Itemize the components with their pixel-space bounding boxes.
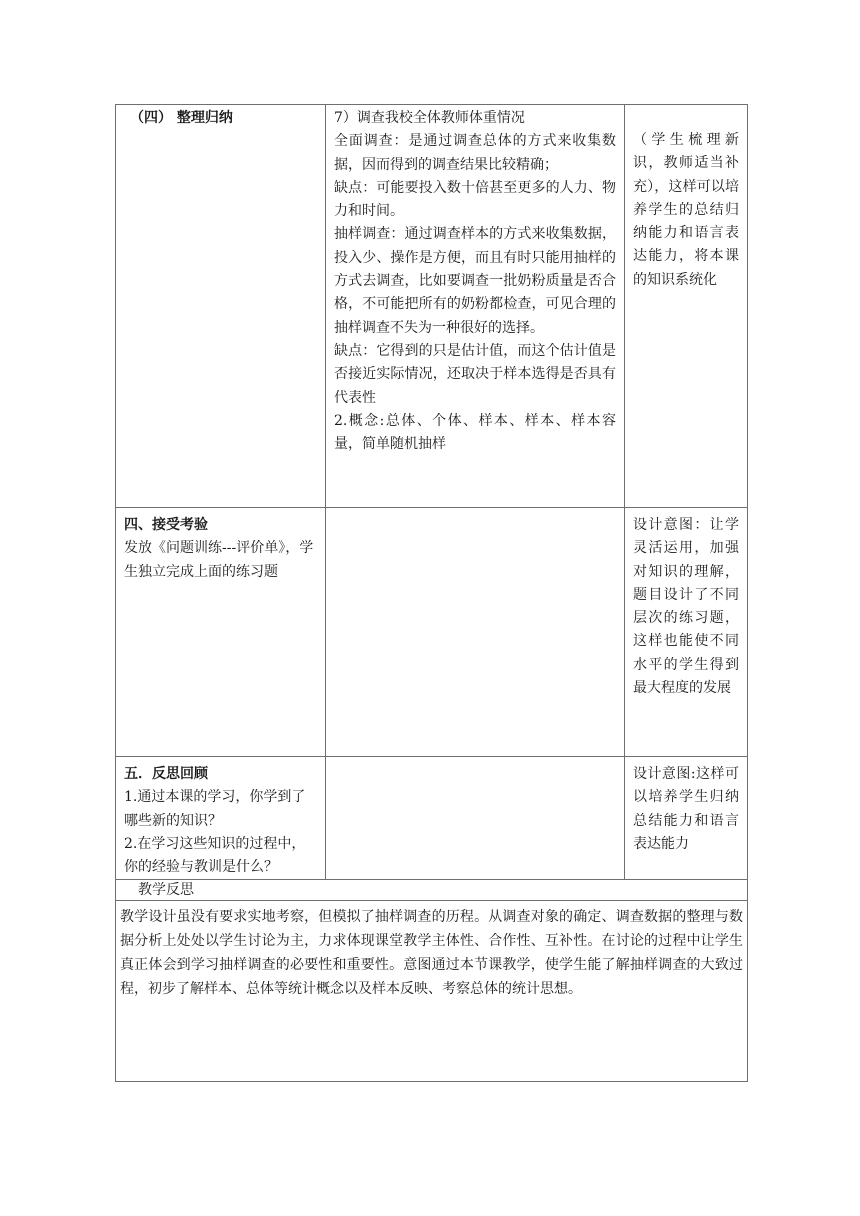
content-line: 缺点：它得到的只是估计值，而这个估计值是否接近实际情况，还取决于样本选得是否具有代表性: [334, 342, 616, 406]
table-row: [116, 105, 748, 508]
section-cell: [116, 757, 325, 879]
content-line: 抽样调查：通过调查样本的方式来收集数据，投入少、操作是方便，而且有时只能用抽样的方式去调查，比如要调查一批奶粉质量是否合格，不可能把所有的奶粉都检查，可见合理的抽样调查不失为一种很好的选择。: [334, 226, 616, 336]
intent-text: （学生梳理新识，教师适当补充），这样可以培养学生的总结归纳能力和语言表达能力，将本课的知识系统化: [633, 132, 739, 288]
section-cell: [116, 105, 325, 130]
table-row: [116, 901, 748, 1082]
content-line: 全面调查：是通过调查总体的方式来收集数据，因而得到的调查结果比较精确；: [334, 133, 616, 173]
content-line: 7）调查我校全体教师体重情况: [334, 110, 525, 126]
intent-cell: [625, 105, 747, 292]
section-text: 1.通过本课的学习，你学到了哪些新的知识？: [124, 789, 306, 829]
section-text: 2.在学习这些知识的过程中，你的经验与教训是什么？: [124, 835, 306, 876]
table-row: [116, 880, 748, 901]
content-cell: [326, 105, 624, 456]
intent-text: 设计意图:这样可以培养学生归纳总结能力和语言表达能力: [633, 766, 739, 852]
content-line: 缺点：可能要投入数十倍甚至更多的人力、物力和时间。: [334, 179, 616, 220]
section-title: （四） 整理归纳: [130, 110, 233, 126]
reflection-label: 教学反思: [138, 882, 194, 899]
section-text: 发放《问题训练---评价单》，学生独立完成上面的练习题: [124, 540, 314, 580]
intent-text: 设计意图：让学灵活运用，加强对知识的理解，题目设计了不同层次的练习题，这样也能使不同水平的学生得到最大程度的发展: [633, 517, 739, 697]
section-cell: [116, 508, 325, 584]
content-line: 2.概念:总体、个体、样本、样本、样本容量，简单随机抽样: [334, 412, 616, 453]
section-title: 五．反思回顾: [124, 766, 208, 782]
lesson-table: [115, 104, 748, 1082]
intent-cell: [625, 508, 747, 700]
section-title: 四、接受考验: [124, 517, 208, 533]
table-row: [116, 508, 748, 757]
reflection-body: 教学设计虽没有要求实地考察，但模拟了抽样调查的历程。从调查对象的确定、调查数据的整理与数据分析上处处以学生讨论为主，力求体现课堂教学主体性、合作性、互补性。在讨论的过程中让学生真正体会到学习抽样调查的必要性和重要性。意图通过本节课教学，使学生能了解抽样调查的大致过程，初步了解样本、总体等统计概念以及样本反映、考察总体的统计思想。: [120, 909, 743, 998]
intent-cell: [625, 757, 747, 856]
table-row: [116, 757, 748, 880]
